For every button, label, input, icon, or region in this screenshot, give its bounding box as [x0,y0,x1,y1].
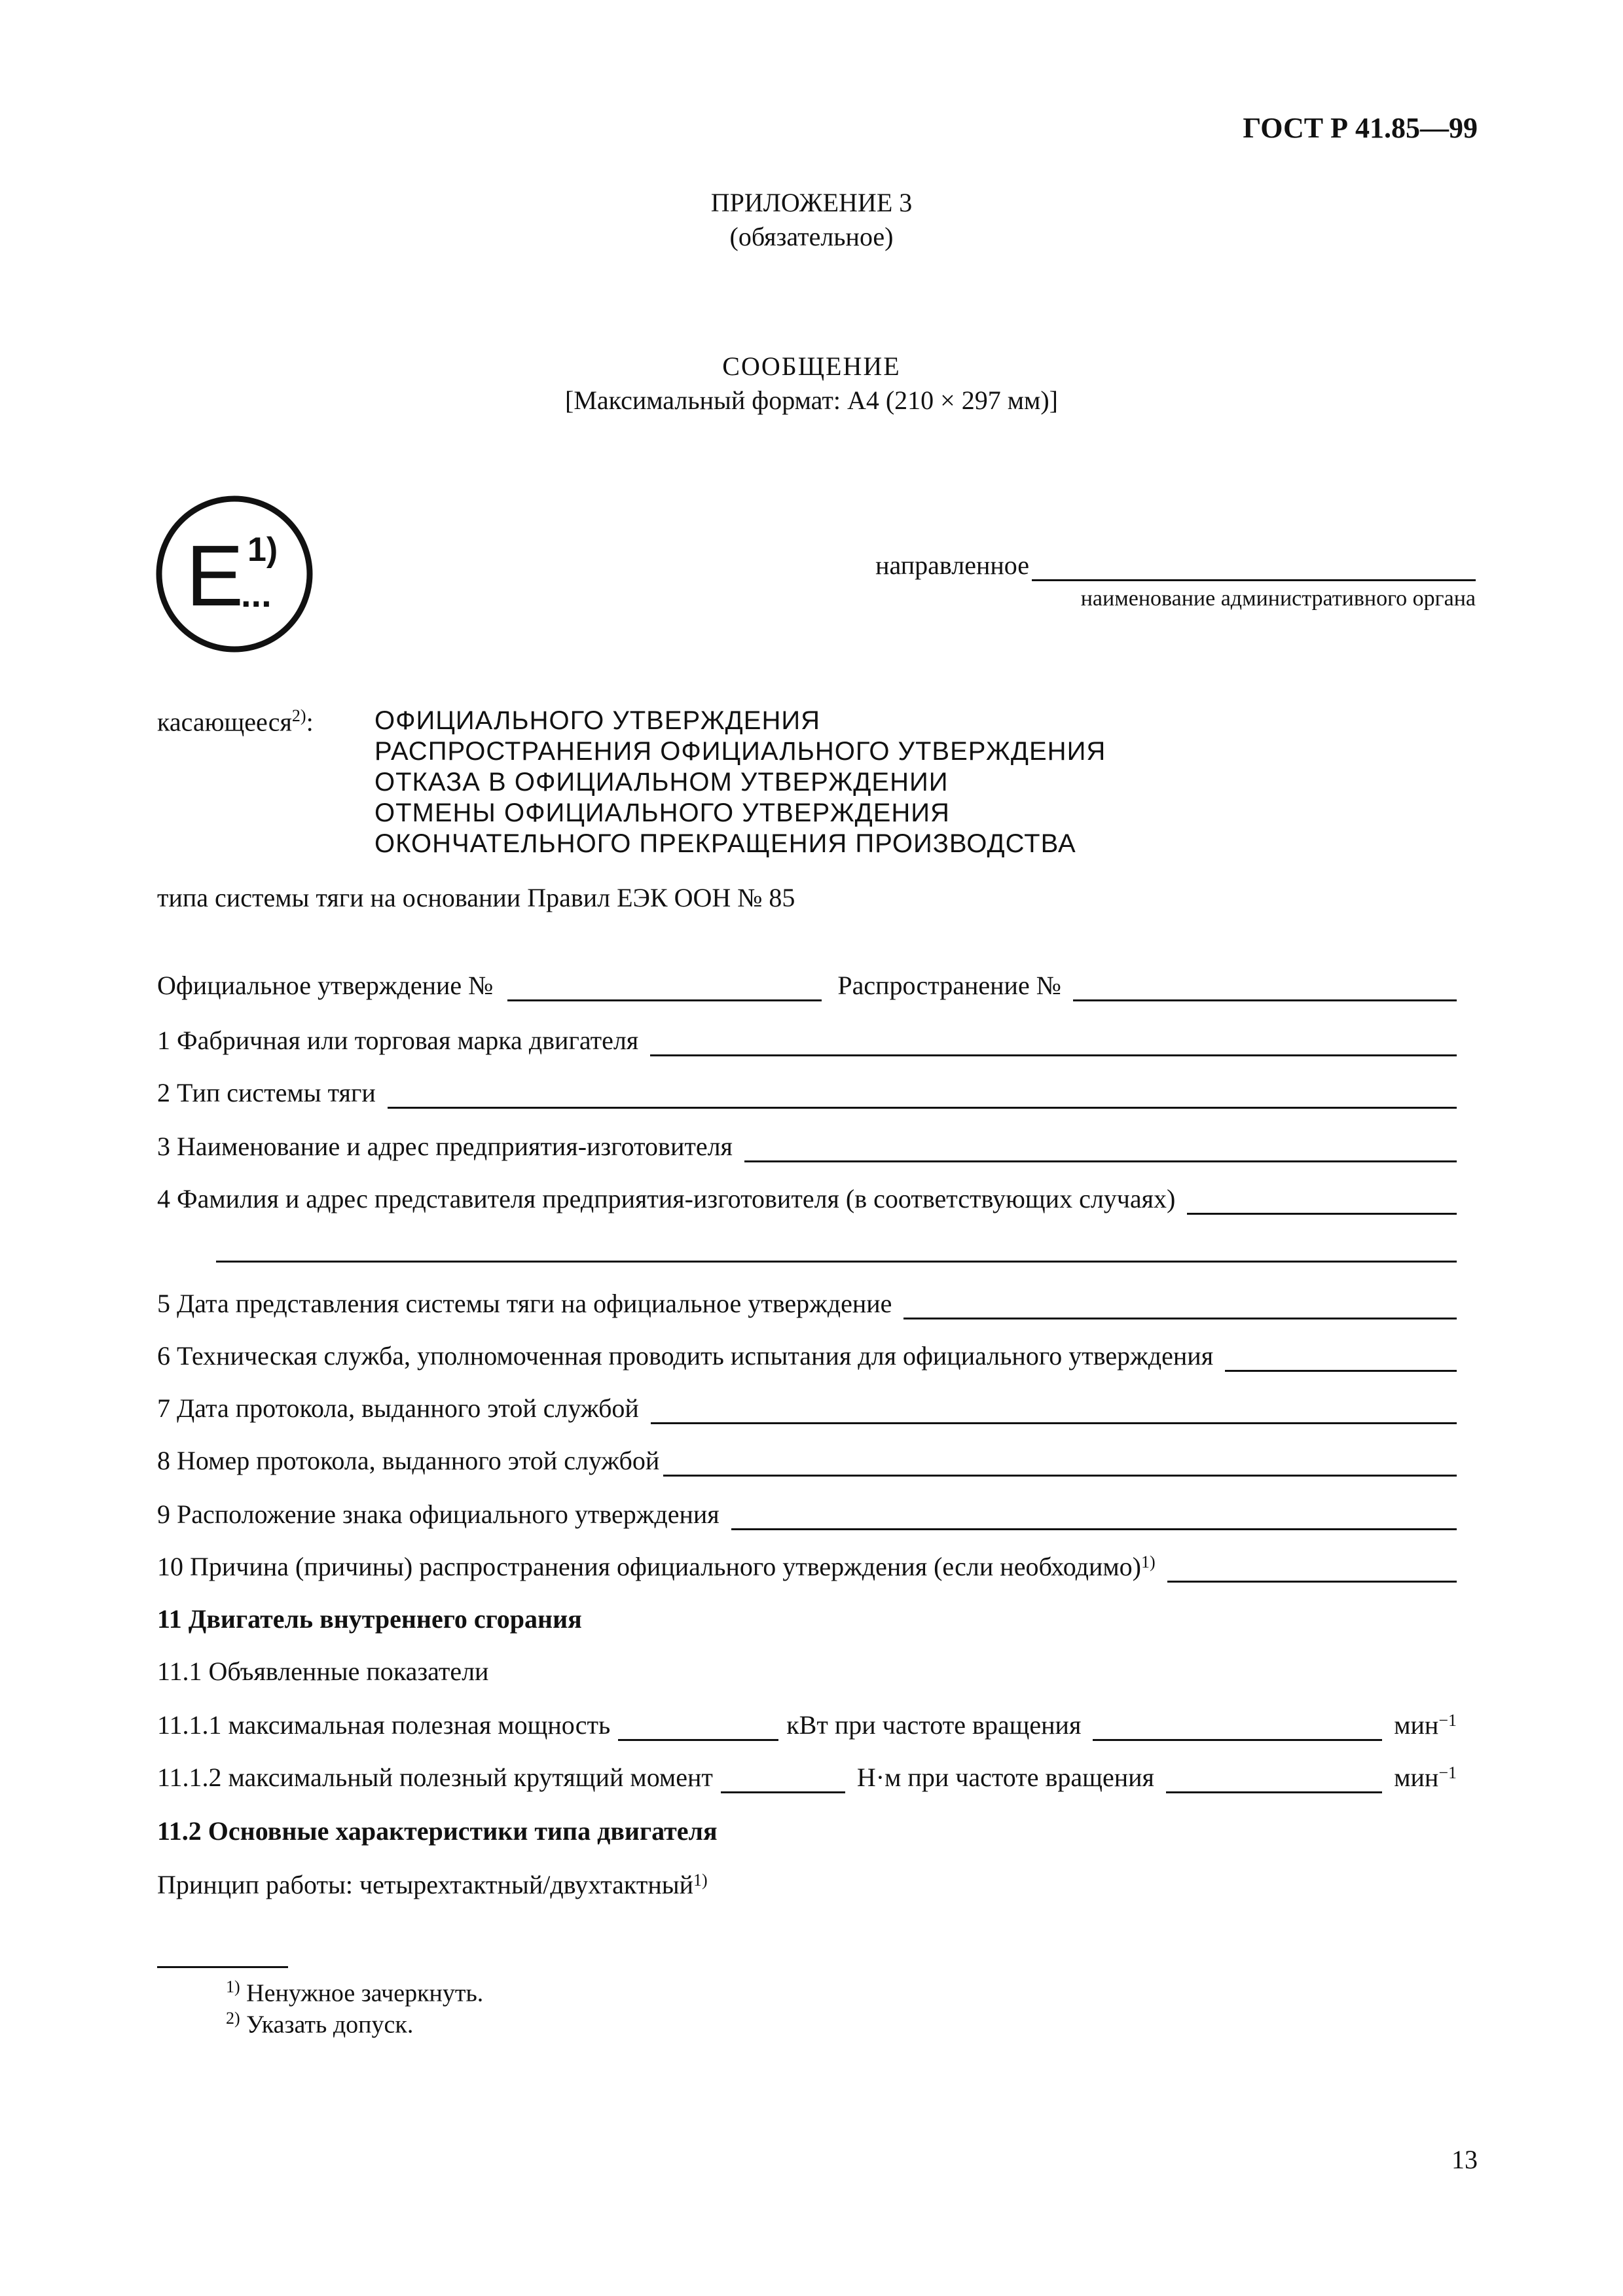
concerning-option: ОТМЕНЫ ОФИЦИАЛЬНОГО УТВЕРЖДЕНИЯ [374,798,950,827]
concerning-footnote-mark: 2) [291,706,306,725]
form-item-3 [157,1131,1457,1162]
section-11-2-heading [157,1816,1457,1847]
technical-service-field[interactable] [1225,1346,1457,1372]
representative-field[interactable] [1187,1189,1457,1215]
torque-speed-field[interactable] [1166,1768,1382,1793]
concerning-option: РАСПРОСТРАНЕНИЯ ОФИЦИАЛЬНОГО УТВЕРЖДЕНИЯ [374,737,1106,766]
subsection-heading: 11.2 Основные характеристики типа двигателя [157,1816,718,1846]
form-item-label: 11.1.2 максимальный полезный крутящий момент [157,1763,713,1792]
directed-label: направленное [875,550,1029,580]
power-speed-field[interactable] [1093,1715,1382,1741]
approval-row [157,970,1457,1001]
unit-exponent: −1 [1438,1710,1457,1730]
form-item-label: 5 Дата представления системы тяги на официальное утверждение [157,1289,892,1318]
form-item-7 [157,1393,1457,1424]
section-11-heading [157,1604,1457,1635]
report-number-field[interactable] [663,1451,1457,1477]
directed-caption: наименование административного органа [1080,586,1476,611]
concerning-options [374,706,1106,859]
emblem-sup: 1) [247,531,278,569]
footnote-2 [226,2008,413,2040]
unit-rpm: мин [1394,1710,1439,1740]
footnote-mark: 1) [1141,1552,1156,1571]
emblem-dots: ... [241,573,272,615]
footnote-1 [226,1977,483,2009]
message-format: [Максимальный формат: А4 (210 × 297 мм)] [565,386,1058,415]
extension-number-field[interactable] [1073,976,1457,1001]
footnote-mark: 1) [693,1870,708,1890]
footnote-text: Указать допуск. [246,2011,414,2039]
concerning-option: ОТКАЗА В ОФИЦИАЛЬНОМ УТВЕРЖДЕНИИ [374,768,949,797]
torque-speed-label: Н·м при частоте вращения [856,1763,1154,1792]
type-line: типа системы тяги на основании Правил ЕЭК ООН № 85 [157,883,795,912]
footnote-mark: 1) [226,1977,240,1996]
document-code: ГОСТ Р 41.85—99 [1243,112,1478,144]
form-item-label: 9 Расположение знака официального утверждения [157,1499,720,1529]
form-item-11-1-1 [157,1710,1457,1741]
max-torque-field[interactable] [721,1768,845,1793]
concerning-colon: : [306,707,314,737]
approval-mark-emblem [155,494,314,654]
form-item-label: 7 Дата протокола, выданного этой службой [157,1393,639,1423]
form-item-4 [157,1183,1457,1215]
concerning-label-text: касающееся [157,707,292,737]
unit-rpm: мин [1394,1763,1439,1792]
concerning-option: ОКОНЧАТЕЛЬНОГО ПРЕКРАЩЕНИЯ ПРОИЗВОДСТВА [374,829,1076,858]
operating-principle: Принцип работы: четырехтактный/двухтактный [157,1870,694,1899]
extension-number-label: Распространение № [837,971,1061,1000]
form-item-5 [157,1288,1457,1319]
report-date-field[interactable] [651,1399,1457,1424]
page-number: 13 [1451,2145,1478,2174]
footnote-mark: 2) [226,2009,240,2028]
form-item-label: 10 Причина (причины) распространения официального утверждения (если необходимо) [157,1552,1141,1581]
subsection-heading: 11.1 Объявленные показатели [157,1657,489,1686]
form-item-9 [157,1499,1457,1530]
directed-to-row [875,550,1476,581]
emblem-letter: E [186,528,244,624]
representative-field-continued[interactable] [216,1254,1457,1263]
form-item-label: 6 Техническая служба, уполномоченная проводить испытания для официального утверждения [157,1341,1214,1371]
form-item-11-1-2 [157,1762,1457,1793]
appendix-title: ПРИЛОЖЕНИЕ 3 [710,188,913,217]
form-item-label: 11.1.1 максимальная полезная мощность [157,1710,611,1740]
form-item-label: 4 Фамилия и адрес представителя предприятия-изготовителя (в соответствующих случаях) [157,1184,1176,1213]
operating-principle-row [157,1869,1457,1901]
approval-number-field[interactable] [507,976,822,1001]
form-item-2 [157,1077,1457,1109]
form-item-label: 3 Наименование и адрес предприятия-изготовителя [157,1132,733,1161]
section-11-1 [157,1656,1457,1687]
extension-reason-field[interactable] [1167,1557,1457,1583]
footnote-text: Ненужное зачеркнуть. [246,1979,484,2007]
mark-location-field[interactable] [731,1505,1457,1530]
directed-to-field[interactable] [1032,553,1476,581]
message-title: СООБЩЕНИЕ [722,351,901,381]
form-item-label: 1 Фабричная или торговая марка двигателя [157,1026,639,1055]
approval-number-label: Официальное утверждение № [157,971,494,1000]
form-item-6 [157,1340,1457,1372]
form-item-1 [157,1025,1457,1056]
appendix-subtitle: (обязательное) [729,222,894,251]
unit-exponent: −1 [1438,1763,1457,1782]
footnote-separator [157,1966,288,1968]
drive-type-field[interactable] [388,1083,1457,1109]
form-item-label: 8 Номер протокола, выданного этой службой [157,1446,660,1475]
submission-date-field[interactable] [903,1294,1457,1319]
power-speed-label: кВт при частоте вращения [786,1710,1082,1740]
trade-mark-field[interactable] [650,1031,1457,1056]
section-heading: 11 Двигатель внутреннего сгорания [157,1604,582,1634]
concerning-option: ОФИЦИАЛЬНОГО УТВЕРЖДЕНИЯ [374,706,820,735]
form-item-10 [157,1551,1457,1583]
form-item-label: 2 Тип системы тяги [157,1078,376,1107]
form-item-8 [157,1445,1457,1477]
manufacturer-field[interactable] [744,1137,1457,1162]
concerning-label [157,706,314,738]
max-power-field[interactable] [618,1715,778,1741]
